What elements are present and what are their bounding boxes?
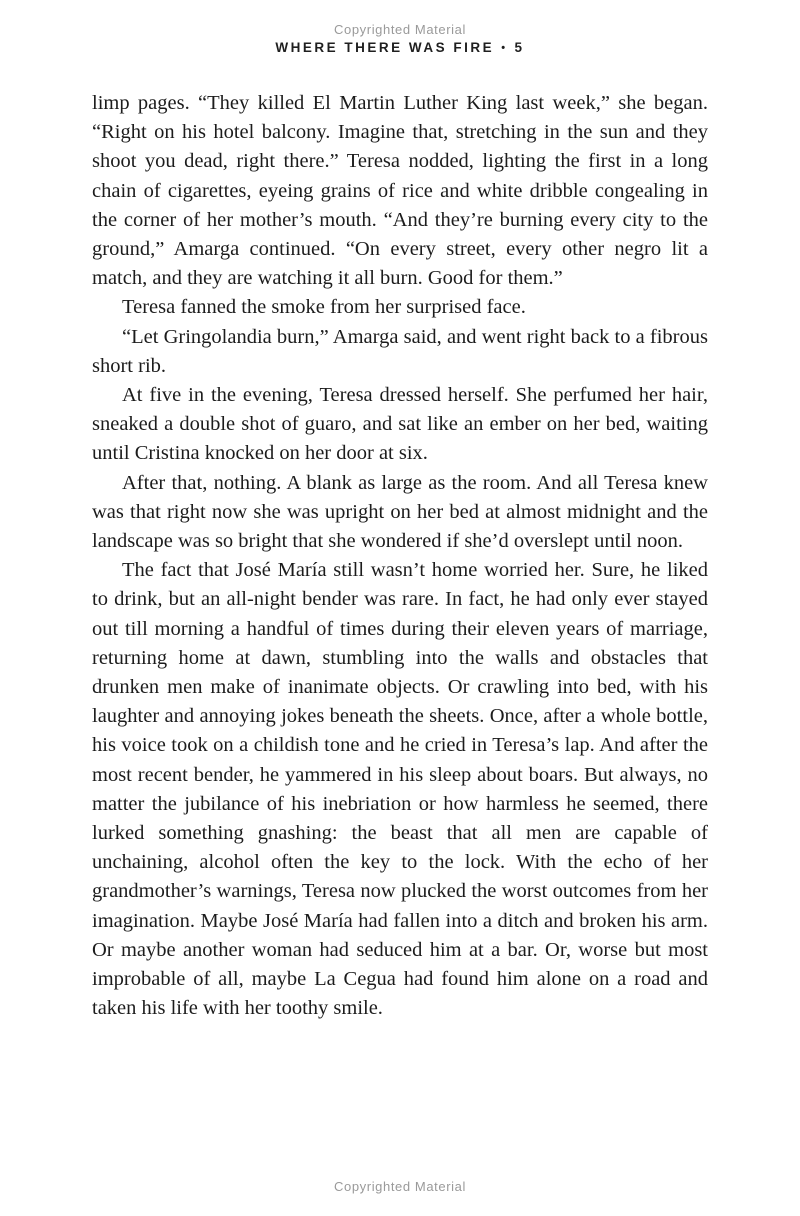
copyright-notice-top: Copyrighted Material [334, 22, 466, 37]
paragraph: At five in the evening, Teresa dressed herself. She perfumed her hair, sneaked a double shot of guaro, and sat like an ember on her bed, waiting until Cristina knocked on her door at six. [92, 384, 708, 465]
copyright-notice-bottom: Copyrighted Material [334, 1179, 466, 1194]
running-header [0, 40, 800, 55]
page-number: 5 [514, 40, 525, 55]
paragraph: “Let Gringolandia burn,” Amarga said, and went right back to a fibrous short rib. [92, 325, 708, 377]
paragraph: limp pages. “They killed El Martin Luther King last week,” she began. “Right on his hotel balcony. Imagine that, stretching in the sun and they shoot you dead, right there.” Teresa nodded, lighting the first in a long chain of cigarettes, eyeing grains of rice and white dribble congealing in the corner of her mother’s mouth. “And they’re burning every city to the ground,” Amarga continued. “On every street, every other negro lit a match, and they are watching it all burn. Good for them.” [92, 92, 708, 290]
paragraph: Teresa fanned the smoke from her surprised face. [122, 296, 526, 319]
paragraph: After that, nothing. A blank as large as the room. And all Teresa knew was that right now she was upright on her bed at almost midnight and the landscape was so bright that she wondered if she’d overslept until noon. [92, 471, 708, 553]
header-separator-dot: • [501, 42, 508, 54]
running-title: WHERE THERE WAS FIRE [275, 40, 495, 55]
page-body [92, 89, 708, 1024]
paragraph: The fact that José María still wasn’t home worried her. Sure, he liked to drink, but an all-night bender was rare. In fact, he had only ever stayed out till morning a handful of times during their eleven years of marriage, returning home at dawn, stumbling into the walls and obstacles that drunken men make of inanimate objects. Or crawling into bed, with his laughter and annoying jokes beneath the sheets. Once, after a whole bottle, his voice took on a childish tone and he cried in Teresa’s lap. And after the most recent bender, he yammered in his sleep about boars. But always, no matter the jubilance of his inebriation or how harmless he seemed, there lurked something gnashing: the beast that all men are capable of unchaining, alcohol often the key to the lock. With the echo of her grandmother’s warnings, Teresa now plucked the worst outcomes from her imagination. Maybe José María had fallen into a ditch and broken his arm. Or maybe another woman had seduced him at a bar. Or, worse but most improbable of all, maybe La Cegua had found him alone on a road and taken his life with her toothy smile. [92, 559, 708, 1020]
